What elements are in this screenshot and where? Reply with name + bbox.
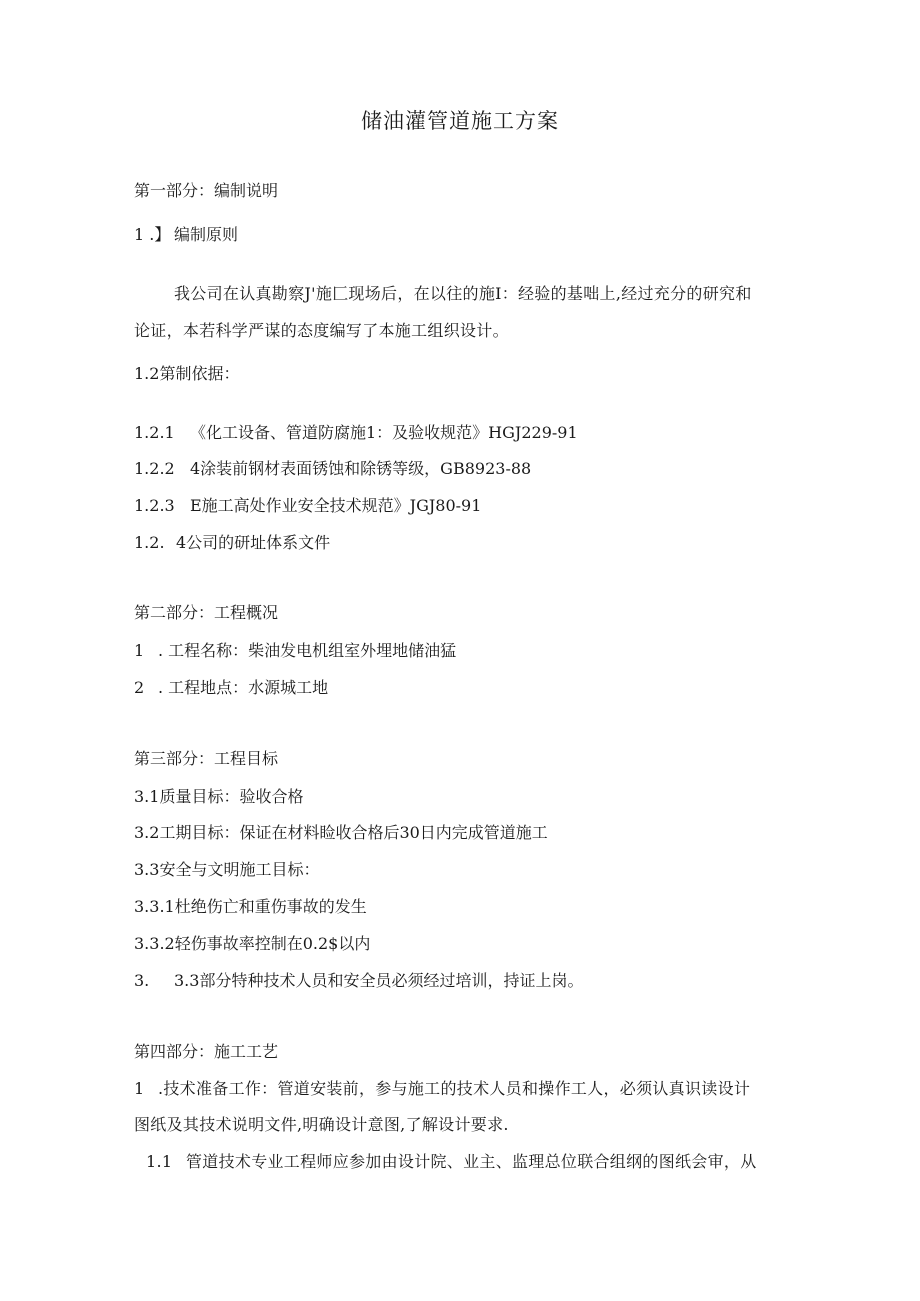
item-text: . 工程地点：水源城工地 (158, 678, 329, 697)
list-item (134, 1079, 750, 1099)
list-item: 3.3.2轻伤事故率控制在0.2$以内 (134, 934, 371, 953)
item-number: 2 (134, 678, 145, 697)
list-item (134, 971, 583, 991)
item-text: .技术准备工作：管道安装前，参与施工的技术人员和操作工人，必须认真识读设计 (158, 1079, 751, 1098)
list-item: 3.2工期目标：保证在材料睑收合格后30日内完成管道施工 (134, 823, 548, 842)
list-item: 3.3.1杜绝伤亡和重伤事故的发生 (134, 897, 367, 916)
section-1-2-heading: 1.2第制依据： (134, 364, 240, 383)
document-title: 储油灌管道施工方案 (361, 109, 559, 133)
section-1-1-heading (134, 225, 238, 245)
item-number: 3. (134, 971, 150, 990)
item-number: 1 (134, 641, 145, 660)
list-item (134, 678, 328, 698)
reference-text: 4公司的研址体系文件 (176, 533, 331, 552)
list-item (146, 1152, 757, 1172)
item-number: 1.1 (146, 1152, 173, 1171)
section-title: 编制原则 (174, 225, 239, 244)
reference-item (134, 459, 531, 479)
paragraph-line: 我公司在认真勘察J'施匚现场后，在以往的施I：经验的基咄上,经过充分的研究和 (174, 284, 752, 303)
item-text: 3.3部分特种技术人员和安全员必须经过培训，持证上岗。 (174, 971, 584, 990)
reference-text: E施工高处作业安全技术规范》JGJ80-91 (190, 496, 482, 515)
section-number: 1 .】 (134, 225, 171, 244)
reference-number: 1.2.1 (134, 423, 175, 442)
reference-item (134, 496, 481, 516)
part2-heading: 第二部分：工程概况 (134, 603, 279, 622)
item-text: 管道技术专业工程师应参加由设计院、业主、监理总位联合组纲的图纸会审，从 (186, 1152, 757, 1171)
item-text: . 工程名称：柴油发电机组室外埋地储油猛 (158, 641, 457, 660)
part4-heading: 第四部分：施工工艺 (134, 1042, 279, 1061)
reference-number: 1.2. (134, 533, 165, 552)
reference-number: 1.2.3 (134, 496, 175, 515)
list-item: 3.1质量目标：验收合格 (134, 787, 304, 806)
list-item (134, 641, 456, 661)
reference-text: 《化工设备、管道防腐施1：及验收规范》HGJ229-91 (190, 423, 578, 442)
reference-number: 1.2.2 (134, 459, 175, 478)
paragraph-line: 图纸及其技术说明文件,明确设计意图,了解设计要求. (134, 1115, 509, 1134)
paragraph-line: 论证，本若科学严谋的态度编写了本施工组织设计。 (134, 321, 509, 340)
reference-text: 4涂装前钢材表面锈蚀和除锈等级，GB8923-88 (190, 459, 532, 478)
part3-heading: 第三部分：工程目标 (134, 749, 279, 768)
item-number: 1 (134, 1079, 145, 1098)
reference-item (134, 533, 330, 553)
reference-item (134, 423, 578, 443)
list-item: 3.3安全与文明施工目标： (134, 860, 320, 879)
part1-heading: 第一部分：编制说明 (134, 181, 279, 200)
